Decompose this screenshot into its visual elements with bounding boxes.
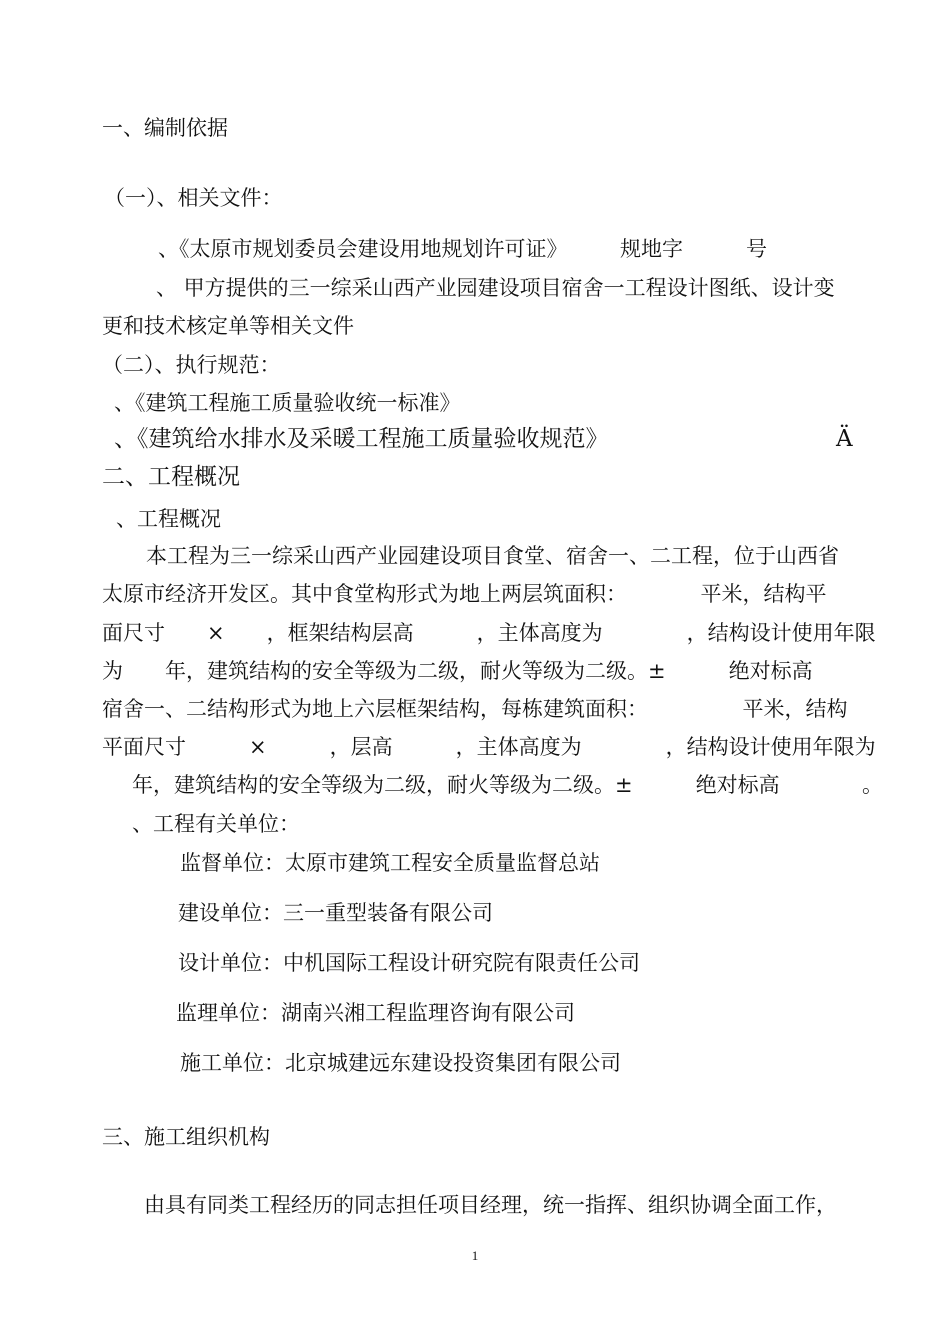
stray-mark: Ä [836,426,853,452]
paragraph-line: 为 年，建筑结构的安全等级为二级，耐火等级为二级。± 绝对标高 [102,659,813,683]
paragraph-line: 由具有同类工程经历的同志担任项目经理，统一指挥、组织协调全面工作， [144,1193,837,1217]
unit-line: 设计单位：中机国际工程设计研究院有限责任公司 [178,951,640,975]
paragraph-end-mark: 。 [862,773,883,797]
unit-line: 监理单位：湖南兴湘工程监理咨询有限公司 [176,1001,575,1025]
list-item: 、 甲方提供的三一综采山西产业园建设项目宿舍一工程设计图纸、设计变 [156,276,835,300]
paragraph-line: 宿舍一、二结构形式为地上六层框架结构，每栋建筑面积： 平米，结构 [102,697,848,721]
list-item: 、《建筑给水排水及采暖工程施工质量验收规范》 [114,426,609,452]
paragraph-line: 太原市经济开发区。其中食堂构形式为地上两层筑面积： 平米，结构平 [102,582,827,606]
heading-basis: 一、编制依据 [102,116,228,140]
unit-line: 监督单位：太原市建筑工程安全质量监督总站 [180,851,600,875]
paragraph-line: 更和技术核定单等相关文件 [102,314,354,338]
heading-organization: 三、施工组织机构 [102,1125,270,1149]
paragraph-line: 平面尺寸 × ，层高 ，主体高度为 ，结构设计使用年限为 [102,735,876,759]
subheading-units: 、工程有关单位： [132,812,300,836]
paragraph-line: 面尺寸 × ，框架结构层高 ，主体高度为 ，结构设计使用年限 [102,621,876,645]
paragraph-line: 年，建筑结构的安全等级为二级，耐火等级为二级。± 绝对标高 [132,773,780,797]
subheading-related-files: （一）、相关文件： [104,186,283,210]
page-number: 1 [471,1248,479,1263]
subheading-overview: 、工程概况 [116,507,221,531]
paragraph-line: 本工程为三一综采山西产业园建设项目食堂、宿舍一、二工程，位于山西省 [146,544,839,568]
subheading-standards: （二）、执行规范： [102,353,281,377]
list-item: 、《太原市规划委员会建设用地规划许可证》 规地字 号 [158,237,767,261]
list-item: 、《建筑工程施工质量验收统一标准》 [114,391,461,415]
unit-line: 建设单位：三一重型装备有限公司 [178,901,493,925]
unit-line: 施工单位：北京城建远东建设投资集团有限公司 [180,1051,621,1075]
heading-overview: 二、工程概况 [102,464,240,490]
